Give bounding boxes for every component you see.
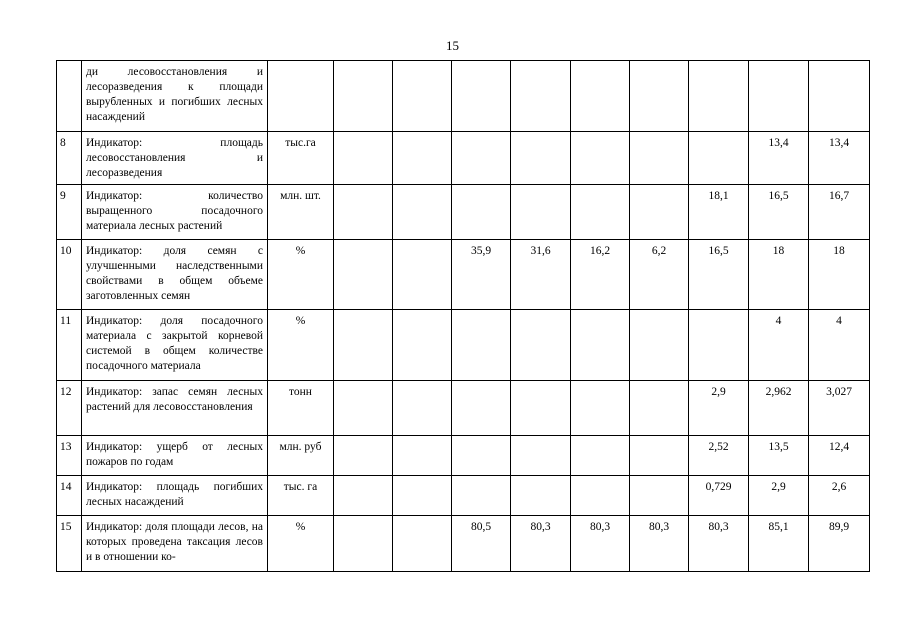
value-cell [334, 476, 393, 516]
value-cell [689, 310, 749, 381]
value-cell: 16,5 [749, 185, 809, 240]
value-cell: 13,5 [749, 436, 809, 476]
table-row [57, 240, 870, 310]
value-cell [571, 61, 630, 132]
value-cell: 16,7 [809, 185, 870, 240]
value-cell [571, 185, 630, 240]
table-row [57, 61, 870, 132]
value-cell [689, 61, 749, 132]
value-cell [393, 516, 452, 572]
value-cell: 13,4 [809, 132, 870, 185]
value-cell [809, 61, 870, 132]
value-cell [334, 436, 393, 476]
value-cell [571, 132, 630, 185]
value-cell [511, 476, 571, 516]
value-cell: 2,9 [689, 381, 749, 436]
unit-cell: % [268, 240, 334, 310]
indicator-name: Индикатор: ущерб от лесных пожаров по годам [82, 436, 268, 476]
value-cell [452, 132, 511, 185]
value-cell [334, 381, 393, 436]
value-cell [689, 132, 749, 185]
value-cell [571, 310, 630, 381]
indicator-name: Индикатор: площадь лесовосстановления и лесоразведения [82, 132, 268, 185]
value-cell: 2,962 [749, 381, 809, 436]
value-cell [452, 436, 511, 476]
value-cell: 2,9 [749, 476, 809, 516]
value-cell [334, 240, 393, 310]
value-cell [334, 132, 393, 185]
value-cell [393, 240, 452, 310]
value-cell [571, 381, 630, 436]
value-cell [511, 185, 571, 240]
value-cell [630, 310, 689, 381]
value-cell: 80,3 [511, 516, 571, 572]
value-cell [630, 436, 689, 476]
unit-cell [268, 61, 334, 132]
unit-cell: % [268, 310, 334, 381]
row-number: 12 [57, 381, 82, 436]
row-number [57, 61, 82, 132]
value-cell [393, 132, 452, 185]
value-cell: 13,4 [749, 132, 809, 185]
table-row [57, 436, 870, 476]
unit-cell: млн. шт. [268, 185, 334, 240]
indicator-name: Индикатор: площадь погибших лесных насаждений [82, 476, 268, 516]
value-cell [452, 310, 511, 381]
value-cell [630, 132, 689, 185]
row-number: 8 [57, 132, 82, 185]
value-cell: 31,6 [511, 240, 571, 310]
table-row [57, 185, 870, 240]
value-cell: 0,729 [689, 476, 749, 516]
value-cell [452, 61, 511, 132]
table-row [57, 476, 870, 516]
row-number: 9 [57, 185, 82, 240]
indicator-name: ди лесовосстановления и лесоразведения к площади вырубленных и погибших лесных насаждений [82, 61, 268, 132]
value-cell: 80,3 [689, 516, 749, 572]
unit-cell: тыс. га [268, 476, 334, 516]
value-cell [749, 61, 809, 132]
value-cell: 4 [749, 310, 809, 381]
page-number: 15 [446, 38, 459, 53]
indicator-name: Индикатор: количество выращенного посадочного материала лесных растений [82, 185, 268, 240]
value-cell: 85,1 [749, 516, 809, 572]
value-cell [393, 185, 452, 240]
value-cell: 89,9 [809, 516, 870, 572]
value-cell [630, 61, 689, 132]
value-cell: 18,1 [689, 185, 749, 240]
value-cell [630, 476, 689, 516]
table-row [57, 381, 870, 436]
value-cell: 80,3 [571, 516, 630, 572]
table-row [57, 132, 870, 185]
value-cell: 6,2 [630, 240, 689, 310]
value-cell [393, 61, 452, 132]
value-cell [334, 61, 393, 132]
value-cell [511, 132, 571, 185]
value-cell [393, 436, 452, 476]
row-number: 15 [57, 516, 82, 572]
indicator-name: Индикатор: доля семян с улучшенными наследственными свойствами в общем объеме заготовленных семян [82, 240, 268, 310]
value-cell: 16,2 [571, 240, 630, 310]
unit-cell: тонн [268, 381, 334, 436]
value-cell: 4 [809, 310, 870, 381]
value-cell [511, 310, 571, 381]
unit-cell: % [268, 516, 334, 572]
value-cell [334, 516, 393, 572]
value-cell: 18 [749, 240, 809, 310]
table-row [57, 516, 870, 572]
value-cell [393, 381, 452, 436]
value-cell [571, 436, 630, 476]
value-cell [393, 476, 452, 516]
value-cell: 18 [809, 240, 870, 310]
indicator-name: Индикатор: доля площади лесов, на которых проведена таксация лесов и в отношении ко- [82, 516, 268, 572]
value-cell [630, 381, 689, 436]
value-cell [511, 436, 571, 476]
value-cell [334, 185, 393, 240]
value-cell [571, 476, 630, 516]
value-cell: 80,5 [452, 516, 511, 572]
value-cell: 2,6 [809, 476, 870, 516]
value-cell [511, 381, 571, 436]
value-cell: 80,3 [630, 516, 689, 572]
row-number: 11 [57, 310, 82, 381]
value-cell: 16,5 [689, 240, 749, 310]
value-cell: 3,027 [809, 381, 870, 436]
value-cell [334, 310, 393, 381]
table-body [57, 61, 870, 572]
value-cell [452, 381, 511, 436]
value-cell [630, 185, 689, 240]
indicator-table [56, 60, 870, 572]
value-cell [393, 310, 452, 381]
row-number: 13 [57, 436, 82, 476]
row-number: 10 [57, 240, 82, 310]
value-cell: 12,4 [809, 436, 870, 476]
value-cell: 35,9 [452, 240, 511, 310]
value-cell [452, 185, 511, 240]
unit-cell: млн. руб [268, 436, 334, 476]
unit-cell: тыс.га [268, 132, 334, 185]
indicator-name: Индикатор: запас семян лесных растений для лесовосстановления [82, 381, 268, 436]
value-cell [511, 61, 571, 132]
indicator-name: Индикатор: доля посадочного материала с закрытой корневой системой в общем количестве посадочного материала [82, 310, 268, 381]
row-number: 14 [57, 476, 82, 516]
value-cell [452, 476, 511, 516]
table-row [57, 310, 870, 381]
value-cell: 2,52 [689, 436, 749, 476]
